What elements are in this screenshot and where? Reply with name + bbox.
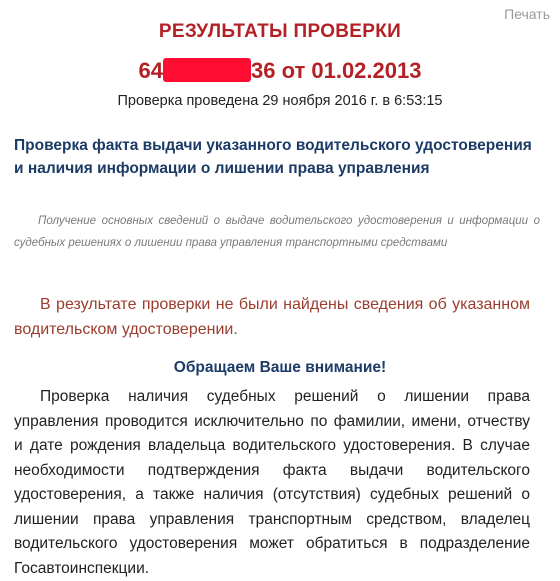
document-number — [0, 58, 560, 84]
section-description: Получение основных сведений о выдаче водительского удостоверения и информации о судебных решениях о лишении права управления транспортными средствами — [14, 215, 540, 249]
check-timestamp: Проверка проведена 29 ноября 2016 г. в 6:53:15 — [117, 93, 443, 109]
redaction-mark — [163, 58, 251, 82]
page-title: РЕЗУЛЬТАТЫ ПРОВЕРКИ — [158, 21, 402, 42]
result-message: В результате проверки не были найдены сведения об указанном водительском удостоверении. — [14, 296, 530, 338]
section-title: Проверка факта выдачи указанного водительского удостоверения и наличия информации о лишении права управления — [14, 137, 532, 177]
print-link[interactable]: Печать — [504, 6, 550, 22]
document-number-prefix: 64 — [138, 58, 163, 83]
document-number-suffix: 36 от 01.02.2013 — [251, 58, 422, 83]
attention-heading: Обращаем Ваше внимание! — [173, 359, 387, 376]
attention-text: Проверка наличия судебных решений о лишении права управления проводится исключительно по фамилии, имени, отчеству и дате рождения владельца водительского удостоверения. В случае необходимости подтверждения факта выдачи водительского удостоверения, а также наличия (отсутствия) судебных решений о лишении права управления транспортным средством, владелец водительского удостоверения может обратиться в подразделение Госавтоинспекции. — [14, 388, 530, 577]
